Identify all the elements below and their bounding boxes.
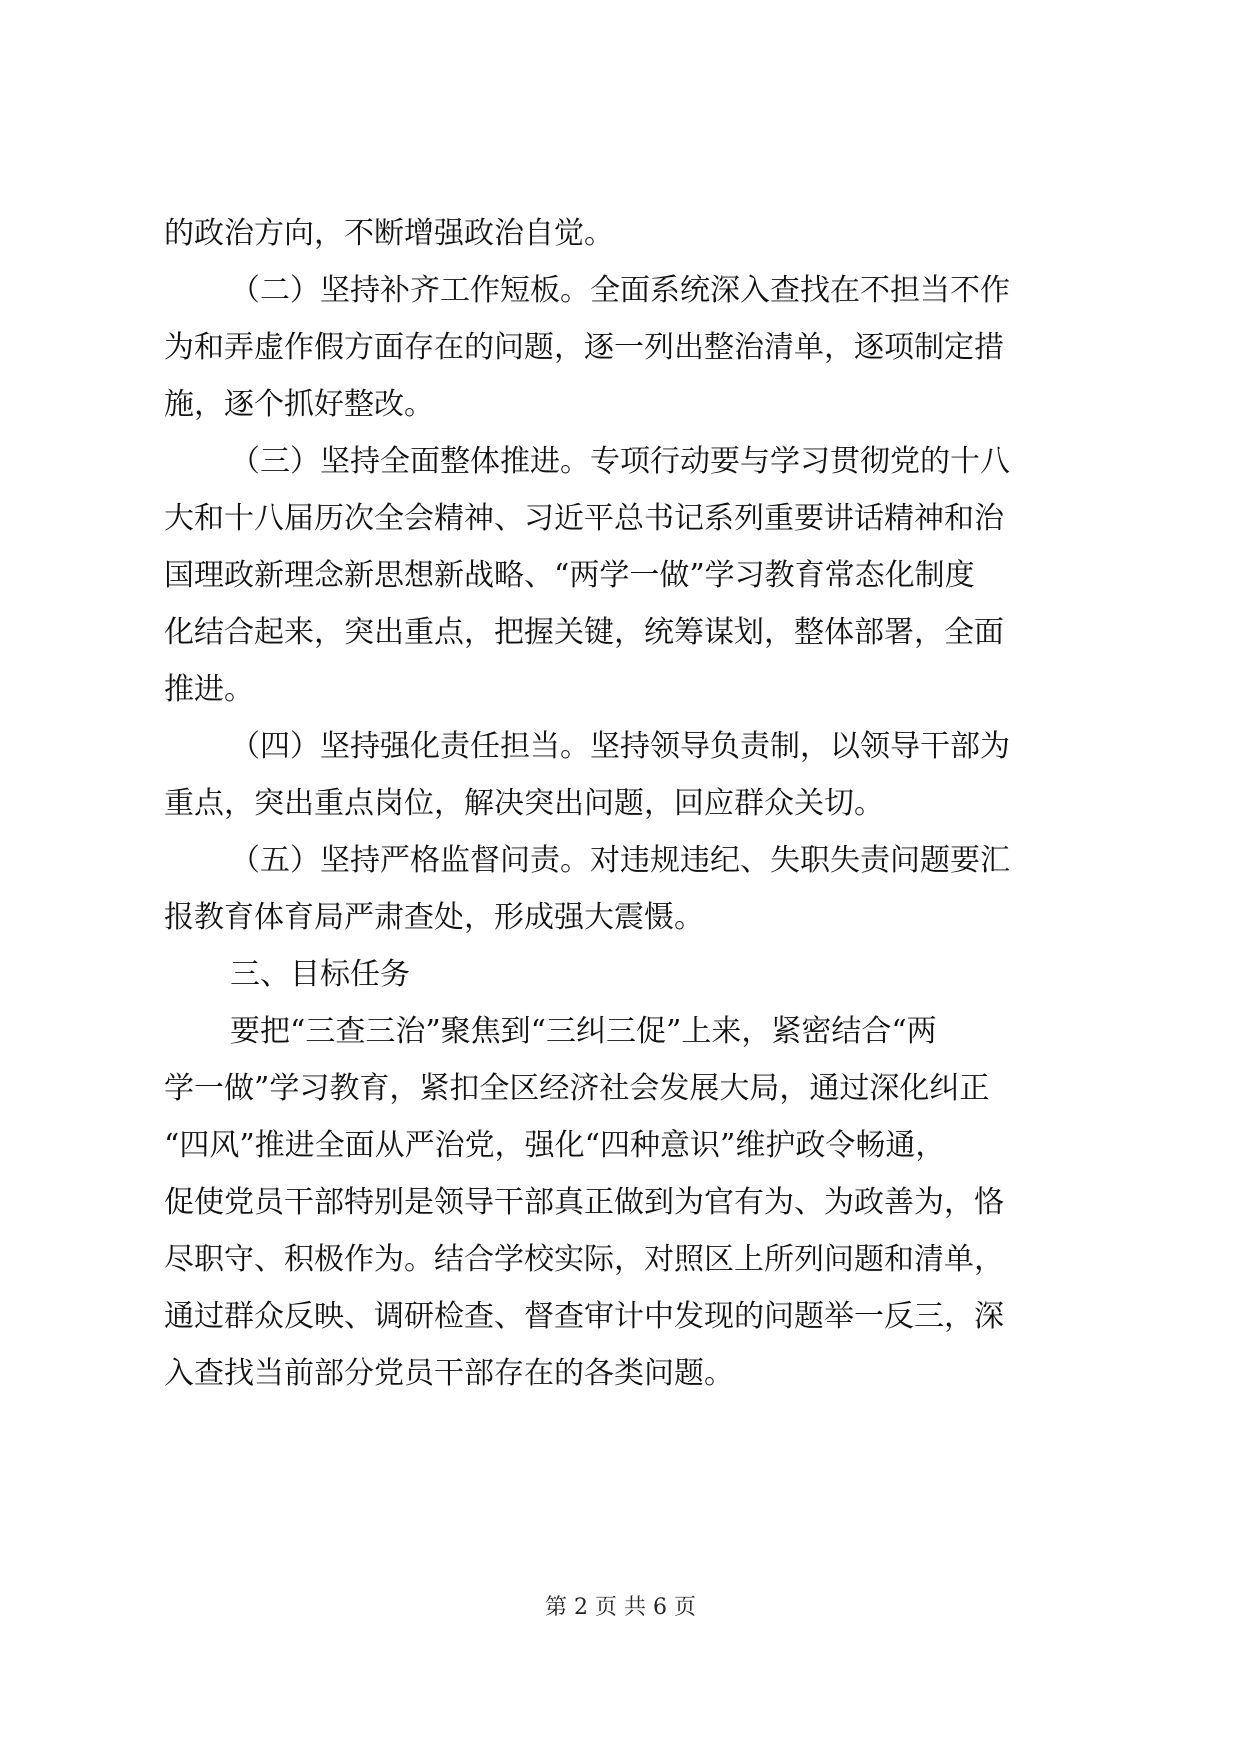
text-line: 要把“三查三治”聚焦到“三纠三促”上来，紧密结合“两 bbox=[230, 1014, 937, 1049]
text-line: 学一做”学习教育，紧扣全区经济社会发展大局，通过深化纠正 bbox=[164, 1071, 990, 1106]
text-line: 入查找当前部分党员干部存在的各类问题。 bbox=[164, 1356, 734, 1391]
text-line: 为和弄虚作假方面存在的问题，逐一列出整治清单，逐项制定措 bbox=[164, 330, 1004, 365]
text-line: 通过群众反映、调研检查、督查审计中发现的问题举一反三，深 bbox=[164, 1299, 1004, 1334]
text-line: 尽职守、积极作为。结合学校实际，对照区上所列问题和清单， bbox=[164, 1242, 1004, 1277]
text-line: 报教育体育局严肃查处，形成强大震慑。 bbox=[164, 900, 704, 935]
text-line: 的政治方向，不断增强政治自觉。 bbox=[164, 216, 614, 251]
text-line: 施，逐个抓好整改。 bbox=[164, 387, 434, 422]
text-line: 国理政新理念新思想新战略、“两学一做”学习教育常态化制度 bbox=[164, 558, 975, 593]
text-line: 重点，突出重点岗位，解决突出问题，回应群众关切。 bbox=[164, 786, 884, 821]
text-line: （三）坚持全面整体推进。专项行动要与学习贯彻党的十八 bbox=[230, 444, 1010, 479]
text-line: “四风”推进全面从严治党，强化“四种意识”维护政令畅通， bbox=[164, 1128, 946, 1163]
text-line: 促使党员干部特别是领导干部真正做到为官有为、为政善为，恪 bbox=[164, 1185, 1004, 1220]
text-line: 推进。 bbox=[164, 672, 254, 707]
text-line: （二）坚持补齐工作短板。全面系统深入查找在不担当不作 bbox=[230, 273, 1010, 308]
section-heading: 三、目标任务 bbox=[230, 957, 410, 992]
text-line: 化结合起来，突出重点，把握关键，统筹谋划，整体部署，全面 bbox=[164, 615, 1004, 650]
text-line: （四）坚持强化责任担当。坚持领导负责制，以领导干部为 bbox=[230, 729, 1010, 764]
text-line: 大和十八届历次全会精神、习近平总书记系列重要讲话精神和治 bbox=[164, 501, 1004, 536]
text-line: （五）坚持严格监督问责。对违规违纪、失职失责问题要汇 bbox=[230, 843, 1010, 878]
page-number: 第 2 页 共 6 页 bbox=[545, 1595, 696, 1620]
